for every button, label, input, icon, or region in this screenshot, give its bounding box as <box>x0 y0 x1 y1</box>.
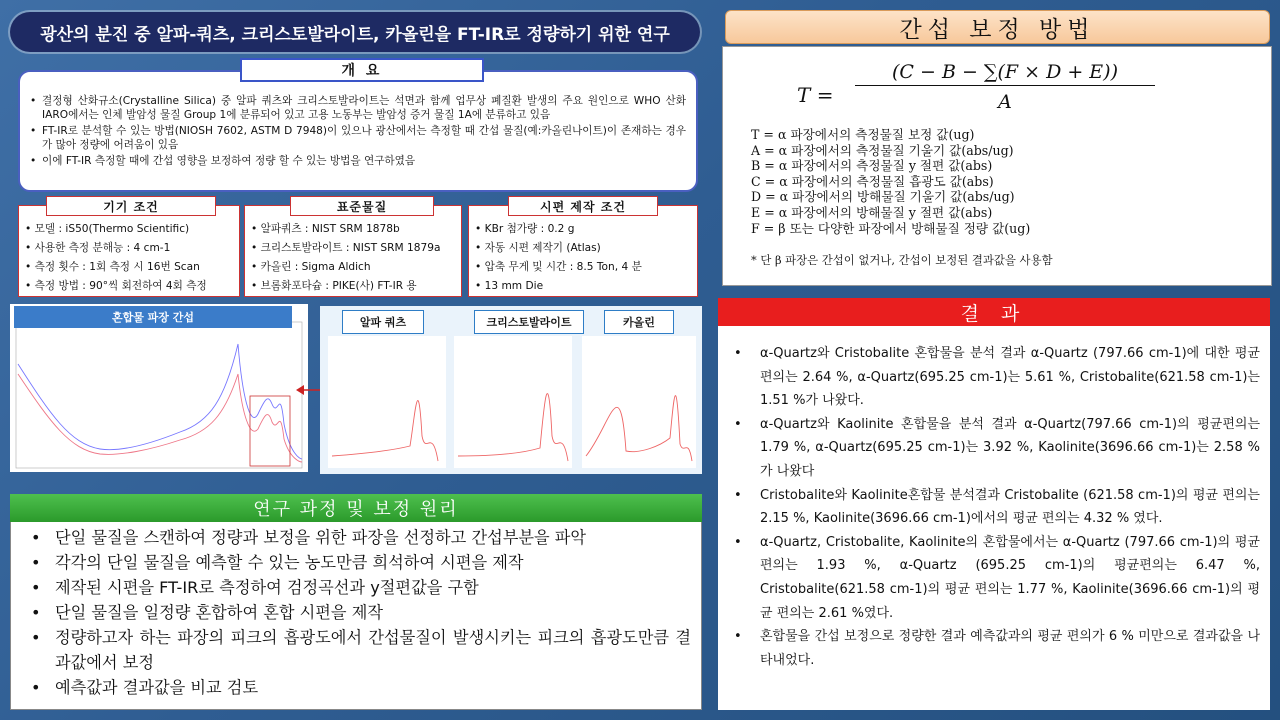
instrument-item: • 측정 방법 : 90°씩 회전하여 4회 측정 <box>25 277 235 296</box>
result-heading: 결 과 <box>718 298 1270 326</box>
standard-item: • 브롬화포타슘 : PIKE(사) FT-IR 용 <box>251 277 457 296</box>
overview-list <box>28 94 686 169</box>
standard-list <box>245 206 461 296</box>
method-definitions <box>751 127 1030 236</box>
spectrum-title-cristobalite: 크리스토발라이트 <box>474 310 584 334</box>
method-note: * 단 β 파장은 간섭이 없거나, 간섭이 보정된 결과값을 사용함 <box>751 253 1053 267</box>
method-box <box>722 46 1272 286</box>
definition-item: E = α 파장에서의 방해물질 y 절편 값(abs) <box>751 204 993 220</box>
instrument-heading: 기기 조건 <box>46 196 216 216</box>
process-item: • 단일 물질을 스캔하여 정량과 보정을 위한 파장을 선정하고 간섭부분을 파악 <box>29 525 691 550</box>
definition-item: F = β 또는 다양한 파장에서 방해물질 정량 값(ug) <box>751 220 1031 236</box>
instrument-item: • 사용한 측정 분해능 : 4 cm-1 <box>25 239 235 258</box>
result-list <box>730 342 1260 672</box>
spectrum-title-alpha-quartz: 알파 쿼츠 <box>342 310 424 334</box>
process-item: • 정량하고자 하는 파장의 피크의 흡광도에서 간섭물질이 발생시키는 피크의 흡광도만큼 결과값에서 보정 <box>29 625 691 675</box>
result-item: • α-Quartz와 Kaolinite 혼합물을 분석 결과 α-Quartz(797.66 cm-1)의 평균편의는 1.79 %, α-Quartz(695.25 cm-1)는 3.92 %, Kaolinite(3696.66 cm-1)는 2.58 %가 나왔다 <box>730 413 1260 484</box>
mixture-spectrum-title: 혼합물 파장 간섭 <box>14 306 292 328</box>
result-item: • α-Quartz와 Cristobalite 혼합물을 분석 결과 α-Quartz (797.66 cm-1)에 대한 평균 편의는 2.64 %, α-Quartz(695.25 cm-1)는 5.61 %, Cristobalite(621.58 cm-1)는 1.51 %가 나왔다. <box>730 342 1260 413</box>
result-box <box>718 326 1270 710</box>
instrument-item: • 모델 : iS50(Thermo Scientific) <box>25 220 235 239</box>
standard-item: • 카올린 : Sigma Aldich <box>251 258 457 277</box>
formula-denominator: A <box>998 91 1012 113</box>
standard-item: • 알파쿼츠 : NIST SRM 1878b <box>251 220 457 239</box>
sample-item: • KBr 첨가량 : 0.2 g <box>475 220 693 239</box>
process-heading: 연구 과정 및 보정 원리 <box>10 494 702 522</box>
method-heading: 간섭 보정 방법 <box>725 10 1270 44</box>
formula-lhs: T = <box>797 83 834 107</box>
result-item: • Cristobalite와 Kaolinite혼합물 분석결과 Cristobalite (621.58 cm-1)의 평균 편의는 2.15 %, Kaolinite(3696.66 cm-1)에서의 평균 편의는 4.32 % 였다. <box>730 484 1260 531</box>
process-item: • 제작된 시편을 FT-IR로 측정하여 검정곡선과 y절편값을 구함 <box>29 575 691 600</box>
definition-item: C = α 파장에서의 측정물질 흡광도 값(abs) <box>751 173 994 189</box>
standard-item: • 크리스토발라이트 : NIST SRM 1879a <box>251 239 457 258</box>
spectrum-title-kaolin: 카올린 <box>604 310 674 334</box>
sample-list <box>469 206 697 296</box>
mixture-spectrum-image <box>10 304 308 472</box>
instrument-list <box>19 206 239 296</box>
process-box <box>10 494 702 710</box>
process-list <box>29 525 691 700</box>
instrument-item: • 측정 횟수 : 1회 측정 시 16번 Scan <box>25 258 235 277</box>
sample-heading: 시편 제작 조건 <box>508 196 658 216</box>
definition-item: B = α 파장에서의 측정물질 y 절편 값(abs) <box>751 158 993 174</box>
process-item: • 예측값과 결과값을 비교 검토 <box>29 675 691 700</box>
standard-box <box>244 205 462 297</box>
formula-numerator: (C − B − ∑(F × D + E)) <box>855 61 1155 86</box>
sample-box <box>468 205 698 297</box>
overview-box <box>18 70 698 192</box>
definition-item: D = α 파장에서의 방해물질 기울기 값(abs/ug) <box>751 189 1015 205</box>
poster-title: 광산의 분진 중 알파-쿼츠, 크리스토발라이트, 카올린을 FT-IR로 정량하기 위한 연구 <box>10 12 700 52</box>
overview-heading: 개 요 <box>240 58 484 82</box>
overview-item: • FT-IR로 분석할 수 있는 방법(NIOSH 7602, ASTM D 7948)이 있으나 광산에서는 측정할 때 간섭 물질(예:카올린나이트)이 존재하는 경우가 많아 정량에 어려움이 있음 <box>28 124 686 153</box>
definition-item: T = α 파장에서의 측정물질 보정 값(ug) <box>751 127 975 142</box>
sample-item: • 자동 시편 제작기 (Atlas) <box>475 239 693 258</box>
overview-item: • 이에 FT-IR 측정할 때에 간섭 영향을 보정하여 정량 할 수 있는 방법을 연구하였음 <box>28 154 686 168</box>
mixture-spectrum-plot <box>10 304 308 472</box>
process-item: • 각각의 단일 물질을 예측할 수 있는 농도만큼 희석하여 시편을 제작 <box>29 550 691 575</box>
sample-item: • 압축 무게 및 시간 : 8.5 Ton, 4 분 <box>475 258 693 277</box>
process-item: • 단일 물질을 일정량 혼합하여 혼합 시편을 제작 <box>29 600 691 625</box>
sample-item: • 13 mm Die <box>475 277 693 296</box>
standard-heading: 표준물질 <box>290 196 434 216</box>
definition-item: A = α 파장에서의 측정물질 기울기 값(abs/ug) <box>751 142 1014 158</box>
result-item: • α-Quartz, Cristobalite, Kaolinite의 혼합물에서는 α-Quartz (797.66 cm-1)의 평균편의는 1.93 %, α-Quartz (695.25 cm-1)의 평균편의는 6.47 %, Cristobalite(621.58 cm-1)의 평균 편의는 1.77 %, Kaolinite(3696.66 cm-1)의 평균 편의는 2.61 %였다. <box>730 531 1260 625</box>
result-item: • 혼합물을 간섭 보정으로 정량한 결과 예측값과의 평균 편의가 6 % 미만으로 결과값을 나타내었다. <box>730 625 1260 672</box>
instrument-box <box>18 205 240 297</box>
overview-item: • 결정형 산화규소(Crystalline Silica) 중 알파 쿼츠와 크리스토발라이트는 석면과 함께 업무상 폐질환 발생의 주요 원인으로 WHO 산화 IARO에서는 인체 발암성 물질 Group 1에 분류되어 있고 고용 노동부는 발암성 증거 물질 1A에 분류하고 있음 <box>28 94 686 123</box>
